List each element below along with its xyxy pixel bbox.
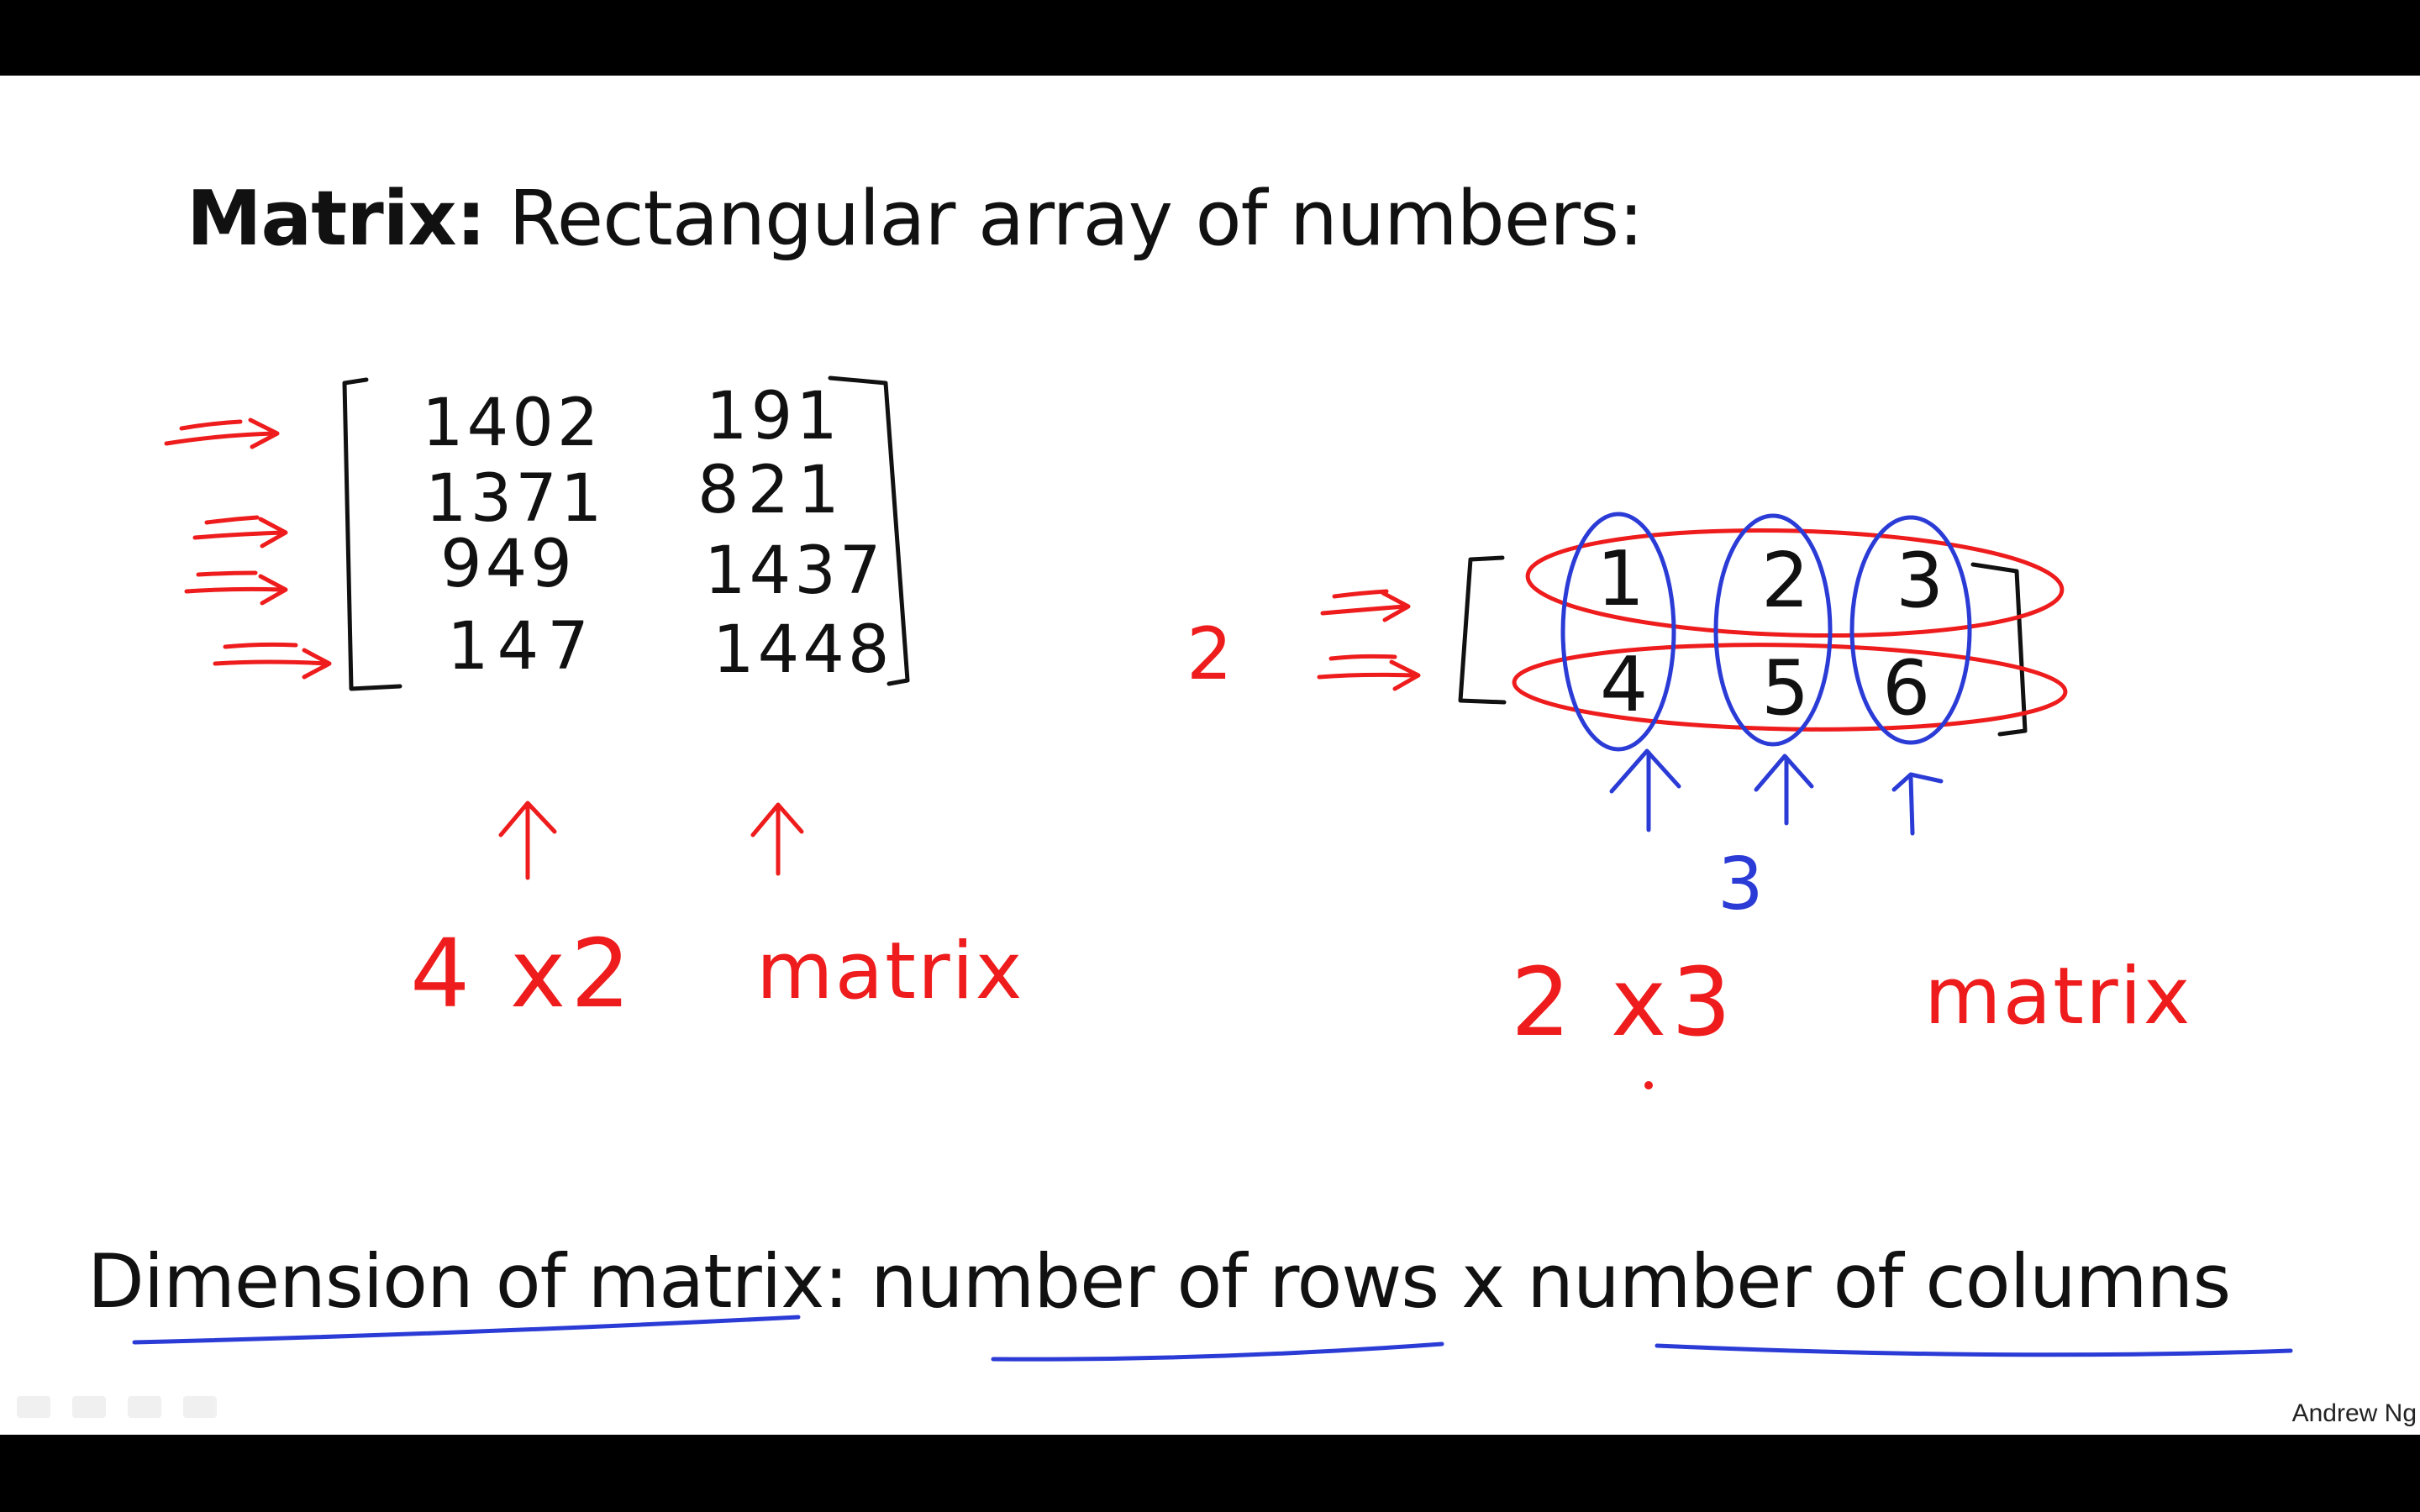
slide-controls [17, 1396, 217, 1418]
menu-icon[interactable] [128, 1396, 161, 1418]
right-matrix-word: matrix [1924, 951, 2192, 1042]
forward-icon[interactable] [183, 1396, 217, 1418]
times-symbol: x [1439, 1238, 1528, 1325]
pen-icon[interactable] [72, 1396, 106, 1418]
row-arrow-icon [1323, 591, 1408, 620]
left-matrix-open-bracket [345, 380, 400, 689]
right-matrix-open-bracket [1460, 558, 1504, 702]
dimension-phrase: Dimension of matrix: [87, 1238, 849, 1325]
left-matrix-cell: 1371 [425, 461, 606, 537]
columns-phrase: number of columns [1527, 1238, 2231, 1325]
underline-rows [993, 1344, 1442, 1359]
column-arrow-icon [501, 803, 555, 878]
lecture-slide [0, 76, 2420, 1435]
right-matrix-dimension-label: 2 x3 [1511, 948, 1737, 1058]
right-matrix-row-count: 2 [1186, 612, 1233, 696]
left-matrix-cell: 949 [440, 527, 576, 602]
left-matrix-cell: 1448 [713, 612, 893, 688]
right-matrix-cell: 4 [1600, 641, 1649, 729]
left-matrix-word: matrix [756, 926, 1024, 1017]
right-matrix-cell: 2 [1761, 537, 1810, 625]
right-matrix-close-bracket [1973, 564, 2025, 734]
title-definition: Rectangular array of numbers: [485, 175, 1644, 263]
right-matrix-cell: 3 [1896, 537, 1944, 625]
left-matrix-cell: 147 [447, 609, 597, 685]
back-icon[interactable] [17, 1396, 50, 1418]
column-arrow-icon [1894, 774, 1941, 833]
right-matrix-column-count: 3 [1718, 843, 1764, 927]
pen-dot [1644, 1081, 1653, 1089]
right-matrix-cell: 5 [1761, 644, 1810, 732]
video-letterbox-top [0, 0, 2420, 76]
left-matrix-dimension-label: 4 x2 [410, 920, 636, 1029]
title-term: Matrix: [187, 175, 486, 263]
column-arrow-icon [753, 805, 802, 874]
row-arrow-icon [166, 420, 277, 447]
column-arrow-icon [1756, 756, 1812, 823]
row-arrow-icon [195, 517, 286, 546]
author-credit: Andrew Ng [2291, 1399, 2417, 1427]
dimension-statement [87, 1238, 2230, 1325]
right-matrix-cell: 1 [1597, 535, 1645, 623]
handwriting-canvas [0, 76, 2420, 1435]
rows-phrase: number of rows [871, 1238, 1439, 1325]
left-matrix-cell: 1402 [422, 386, 602, 461]
right-matrix-cell: 6 [1882, 644, 1931, 732]
column-arrow-icon [1612, 751, 1679, 830]
row-arrow-icon [187, 573, 286, 603]
underline-columns [1657, 1346, 2291, 1355]
left-matrix-cell: 191 [706, 379, 841, 454]
row-arrow-icon [1319, 656, 1418, 689]
row-arrow-icon [215, 644, 329, 677]
video-letterbox-bottom [0, 1435, 2420, 1512]
left-matrix-cell: 1437 [704, 533, 885, 609]
left-matrix-cell: 821 [697, 453, 848, 528]
